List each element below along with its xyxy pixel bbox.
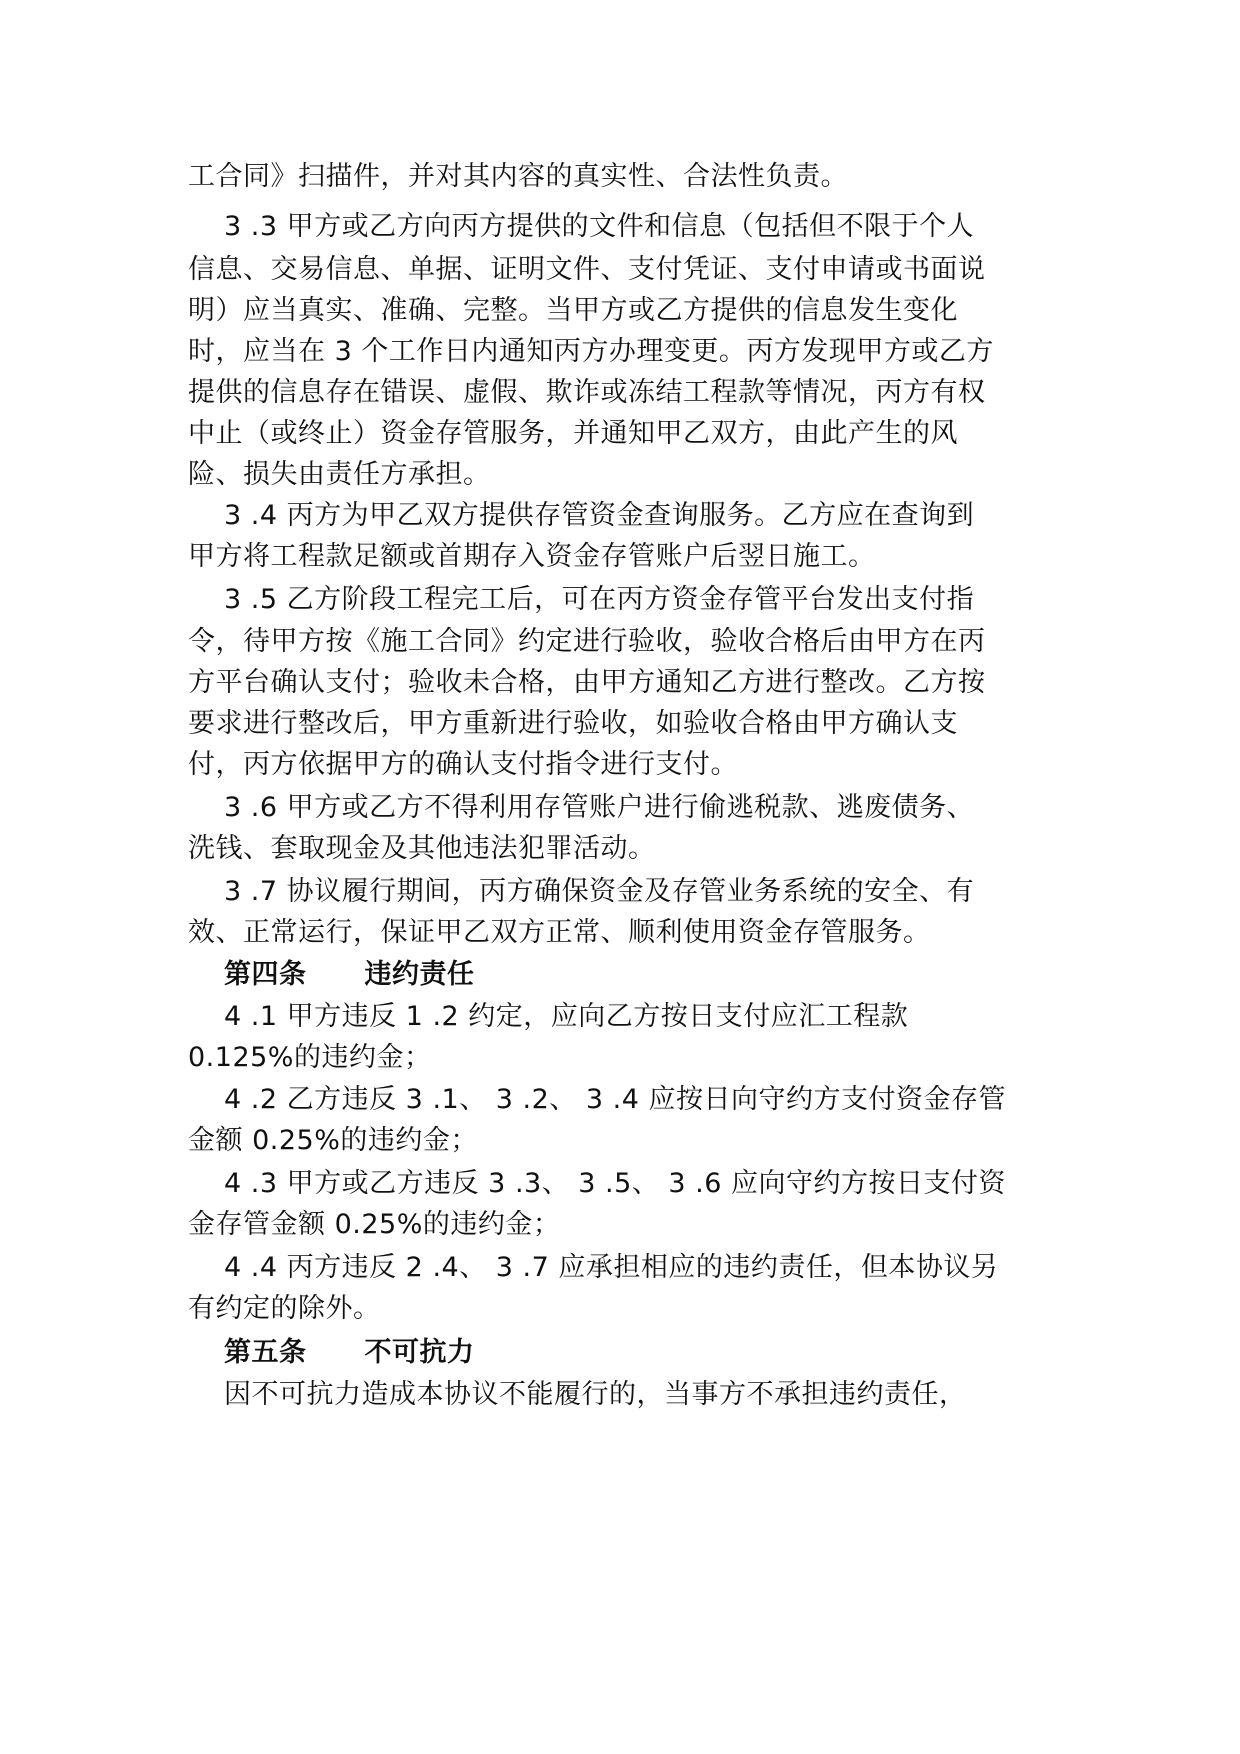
article-5-heading [224, 1331, 475, 1375]
text-line: 4 .4 丙方违反 2 .4、 3 .7 应承担相应的违约责任，但本协议另 [224, 1252, 999, 1283]
text-line: 金存管金额 0.25%的违约金； [188, 1209, 561, 1240]
text-line: 效、正常运行，保证甲乙双方正常、顺利使用资金存管服务。 [188, 917, 931, 948]
text-line: 3 .3 甲方或乙方向丙方提供的文件和信息（包括但不限于个人 [224, 211, 975, 242]
text-line: 有约定的除外。 [188, 1293, 381, 1324]
article-4-heading [224, 953, 475, 997]
text-line: 方平台确认支付；验收未合格，由甲方通知乙方进行整改。乙方按 [188, 667, 986, 698]
text-line: 0.125%的违约金； [188, 1042, 432, 1073]
article-number: 第四条 [224, 959, 307, 990]
text-line: 付，丙方依据甲方的确认支付指令进行支付。 [188, 749, 738, 780]
text-line: 令，待甲方按《施工合同》约定进行验收，验收合格后由甲方在丙 [188, 626, 986, 657]
text-line: 3 .5 乙方阶段工程完工后，可在丙方资金存管平台发出支付指 [224, 584, 975, 615]
text-line: 甲方将工程款足额或首期存入资金存管账户后翌日施工。 [188, 541, 876, 572]
text-line: 明）应当真实、准确、完整。当甲方或乙方提供的信息发生变化 [188, 295, 958, 326]
text-line: 4 .2 乙方违反 3 .1、 3 .2、 3 .4 应按日向守约方支付资金存管 [224, 1084, 1006, 1115]
text-line: 4 .1 甲方违反 1 .2 约定，应向乙方按日支付应汇工程款 [224, 1001, 909, 1032]
text-line: 时，应当在 3 个工作日内通知丙方办理变更。丙方发现甲方或乙方 [188, 336, 994, 367]
text-line: 4 .3 甲方或乙方违反 3 .3、 3 .5、 3 .6 应向守约方按日支付资 [224, 1168, 1006, 1199]
article-title: 违约责任 [364, 959, 475, 990]
text-line: 信息、交易信息、单据、证明文件、支付凭证、支付申请或书面说 [188, 254, 986, 285]
text-line: 金额 0.25%的违约金； [188, 1125, 478, 1156]
text-line: 3 .6 甲方或乙方不得利用存管账户进行偷逃税款、逃废债务、 [224, 792, 975, 823]
text-line: 3 .4 丙方为甲乙双方提供存管资金查询服务。乙方应在查询到 [224, 500, 975, 531]
text-line: 中止（或终止）资金存管服务，并通知甲乙双方，由此产生的风 [188, 418, 958, 449]
text-line: 因不可抗力造成本协议不能履行的，当事方不承担违约责任， [224, 1379, 967, 1410]
text-line: 洗钱、套取现金及其他违法犯罪活动。 [188, 833, 656, 864]
text-line: 要求进行整改后，甲方重新进行验收，如验收合格由甲方确认支 [188, 708, 958, 739]
article-number: 第五条 [224, 1337, 307, 1368]
text-line: 提供的信息存在错误、虚假、欺诈或冻结工程款等情况，丙方有权 [188, 377, 986, 408]
article-title: 不可抗力 [364, 1337, 475, 1368]
text-line: 险、损失由责任方承担。 [188, 459, 491, 490]
text-line: 3 .7 协议履行期间，丙方确保资金及存管业务系统的安全、有 [224, 876, 975, 907]
text-line: 工合同》扫描件，并对其内容的真实性、合法性负责。 [188, 161, 848, 192]
